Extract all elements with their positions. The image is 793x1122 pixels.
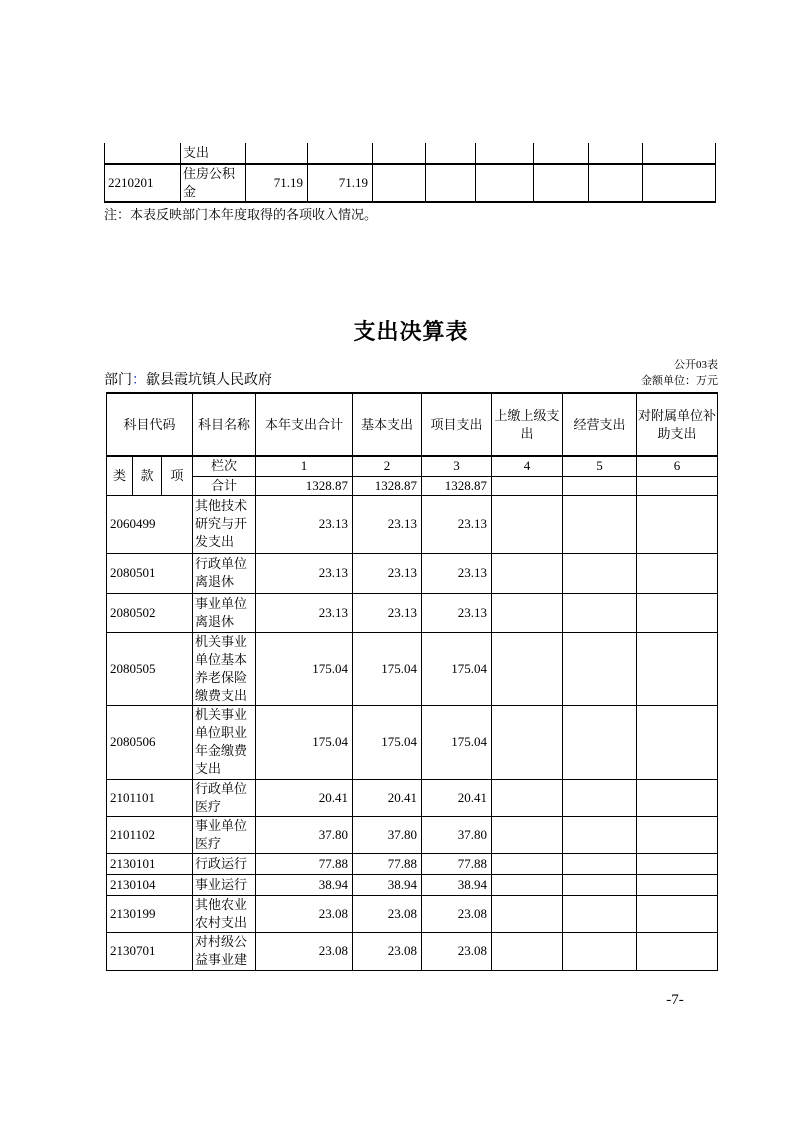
header-upper-expense: 上缴上级支出	[492, 393, 563, 456]
total-value: 1328.87	[353, 476, 422, 495]
row-value: 23.13	[256, 553, 353, 593]
income-table-note: 注：本表反映部门本年度取得的各项收入情况。	[104, 207, 378, 222]
row-value: 37.80	[256, 816, 353, 853]
total-value: 1328.87	[422, 476, 492, 495]
row-name: 事业单位离退休	[193, 593, 256, 632]
frag-empty-cell	[643, 143, 716, 164]
empty-cell	[563, 816, 637, 853]
subheader-xiang: 项	[162, 456, 193, 495]
table-row	[107, 495, 718, 553]
empty-cell	[563, 853, 637, 874]
empty-cell	[492, 895, 563, 932]
empty-cell	[492, 874, 563, 895]
row-value: 23.13	[353, 553, 422, 593]
empty-cell	[637, 495, 718, 553]
department-colon: ：	[132, 373, 146, 388]
department-line	[104, 369, 272, 389]
empty-cell	[563, 895, 637, 932]
empty-cell	[492, 476, 563, 495]
row-value: 175.04	[422, 705, 492, 779]
frag-row-value: 71.19	[246, 164, 308, 202]
empty-cell	[563, 495, 637, 553]
empty-cell	[637, 705, 718, 779]
row-name: 其他技术研究与开发支出	[193, 495, 256, 553]
table-row	[107, 593, 718, 632]
empty-cell	[563, 705, 637, 779]
row-value: 20.41	[353, 779, 422, 816]
row-value: 175.04	[422, 632, 492, 705]
frag-empty-cell	[426, 143, 476, 164]
empty-cell	[563, 593, 637, 632]
table-row	[107, 816, 718, 853]
page-number: -7-	[666, 992, 684, 1008]
empty-cell	[492, 816, 563, 853]
column-number: 1	[256, 456, 353, 476]
empty-cell	[492, 853, 563, 874]
header-subsidy-expense: 对附属单位补助支出	[637, 393, 718, 456]
row-value: 38.94	[422, 874, 492, 895]
empty-cell	[637, 895, 718, 932]
column-number: 3	[422, 456, 492, 476]
frag-empty-cell	[476, 164, 534, 202]
department-label: 部门	[104, 373, 132, 388]
empty-cell	[492, 495, 563, 553]
row-value: 23.13	[422, 593, 492, 632]
empty-cell	[492, 553, 563, 593]
row-value: 38.94	[256, 874, 353, 895]
empty-cell	[563, 874, 637, 895]
frag-empty-cell	[476, 143, 534, 164]
frag-empty-cell	[246, 143, 308, 164]
row-name: 行政单位离退休	[193, 553, 256, 593]
row-code: 2080506	[107, 705, 193, 779]
row-value: 20.41	[422, 779, 492, 816]
meta-row	[104, 369, 718, 389]
frag-row-value: 71.19	[308, 164, 373, 202]
row-value: 77.88	[353, 853, 422, 874]
table-row	[107, 853, 718, 874]
row-value: 20.41	[256, 779, 353, 816]
row-code: 2080501	[107, 553, 193, 593]
frag-empty-cell	[643, 164, 716, 202]
row-code: 2101101	[107, 779, 193, 816]
table-row	[107, 895, 718, 932]
frag-empty-cell	[308, 143, 373, 164]
row-name: 行政运行	[193, 853, 256, 874]
empty-cell	[637, 779, 718, 816]
empty-cell	[637, 632, 718, 705]
subheader-kuan: 款	[133, 456, 162, 495]
row-name: 机关事业单位基本养老保险缴费支出	[193, 632, 256, 705]
expense-table	[106, 392, 718, 971]
row-value: 23.08	[256, 895, 353, 932]
column-number: 6	[637, 456, 718, 476]
department-name: 歙县霞坑镇人民政府	[146, 373, 272, 388]
row-value: 23.08	[422, 895, 492, 932]
empty-cell	[563, 779, 637, 816]
row-value: 77.88	[256, 853, 353, 874]
row-value: 175.04	[256, 632, 353, 705]
row-value: 23.08	[422, 932, 492, 970]
table-row	[107, 553, 718, 593]
empty-cell	[637, 816, 718, 853]
table-code-label: 公开03表	[674, 359, 718, 371]
row-name: 事业运行	[193, 874, 256, 895]
row-code: 2130701	[107, 932, 193, 970]
row-code: 2080502	[107, 593, 193, 632]
empty-cell	[637, 932, 718, 970]
row-name: 行政单位医疗	[193, 779, 256, 816]
frag-row-name: 住房公积金	[181, 164, 246, 202]
row-value: 23.13	[422, 553, 492, 593]
page-title: 支出决算表	[353, 319, 469, 344]
row-name: 其他农业农村支出	[193, 895, 256, 932]
row-value: 175.04	[353, 632, 422, 705]
row-code: 2080505	[107, 632, 193, 705]
row-value: 23.13	[256, 495, 353, 553]
row-value: 23.13	[353, 593, 422, 632]
frag-empty-cell	[589, 164, 643, 202]
empty-cell	[492, 632, 563, 705]
empty-cell	[637, 553, 718, 593]
row-value: 38.94	[353, 874, 422, 895]
frag-empty-cell	[426, 164, 476, 202]
income-table-fragment	[104, 143, 716, 203]
table-row	[107, 705, 718, 779]
table-row	[107, 932, 718, 970]
column-number: 2	[353, 456, 422, 476]
row-name: 事业单位医疗	[193, 816, 256, 853]
frag-empty-cell	[534, 143, 589, 164]
row-name: 对村级公益事业建	[193, 932, 256, 970]
empty-cell	[563, 932, 637, 970]
row-name: 机关事业单位职业年金缴费支出	[193, 705, 256, 779]
row-value: 23.08	[353, 895, 422, 932]
empty-cell	[563, 553, 637, 593]
row-value: 37.80	[422, 816, 492, 853]
row-code: 2101102	[107, 816, 193, 853]
row-value: 23.13	[256, 593, 353, 632]
row-value: 23.13	[353, 495, 422, 553]
empty-cell	[637, 593, 718, 632]
lanci-label: 栏次	[193, 456, 256, 476]
header-subject-code: 科目代码	[107, 393, 193, 456]
row-value: 175.04	[256, 705, 353, 779]
empty-cell	[637, 476, 718, 495]
table-row	[107, 779, 718, 816]
amount-unit-label: 金额单位：万元	[641, 375, 718, 387]
frag-empty-cell	[373, 164, 426, 202]
header-basic-expense: 基本支出	[353, 393, 422, 456]
frag-empty-cell	[534, 164, 589, 202]
frag-code-cell	[105, 143, 181, 164]
empty-cell	[637, 874, 718, 895]
table-row	[107, 632, 718, 705]
header-operating-expense: 经营支出	[563, 393, 637, 456]
row-value: 23.08	[256, 932, 353, 970]
empty-cell	[492, 705, 563, 779]
row-value: 37.80	[353, 816, 422, 853]
row-code: 2130104	[107, 874, 193, 895]
total-row-label: 合计	[193, 476, 256, 495]
column-number: 5	[563, 456, 637, 476]
empty-cell	[492, 779, 563, 816]
empty-cell	[637, 853, 718, 874]
row-code: 2130199	[107, 895, 193, 932]
table-row	[107, 874, 718, 895]
row-value: 77.88	[422, 853, 492, 874]
row-value: 23.13	[422, 495, 492, 553]
subheader-lei: 类	[107, 456, 133, 495]
frag-row-code: 2210201	[105, 164, 181, 202]
frag-empty-cell	[589, 143, 643, 164]
row-value: 23.08	[353, 932, 422, 970]
column-number: 4	[492, 456, 563, 476]
empty-cell	[563, 632, 637, 705]
frag-name-tail: 支出	[181, 143, 246, 164]
row-code: 2130101	[107, 853, 193, 874]
empty-cell	[563, 476, 637, 495]
empty-cell	[492, 593, 563, 632]
empty-cell	[492, 932, 563, 970]
total-value: 1328.87	[256, 476, 353, 495]
row-value: 175.04	[353, 705, 422, 779]
header-subject-name: 科目名称	[193, 393, 256, 456]
frag-empty-cell	[373, 143, 426, 164]
header-project-expense: 项目支出	[422, 393, 492, 456]
row-code: 2060499	[107, 495, 193, 553]
header-total-expense: 本年支出合计	[256, 393, 353, 456]
